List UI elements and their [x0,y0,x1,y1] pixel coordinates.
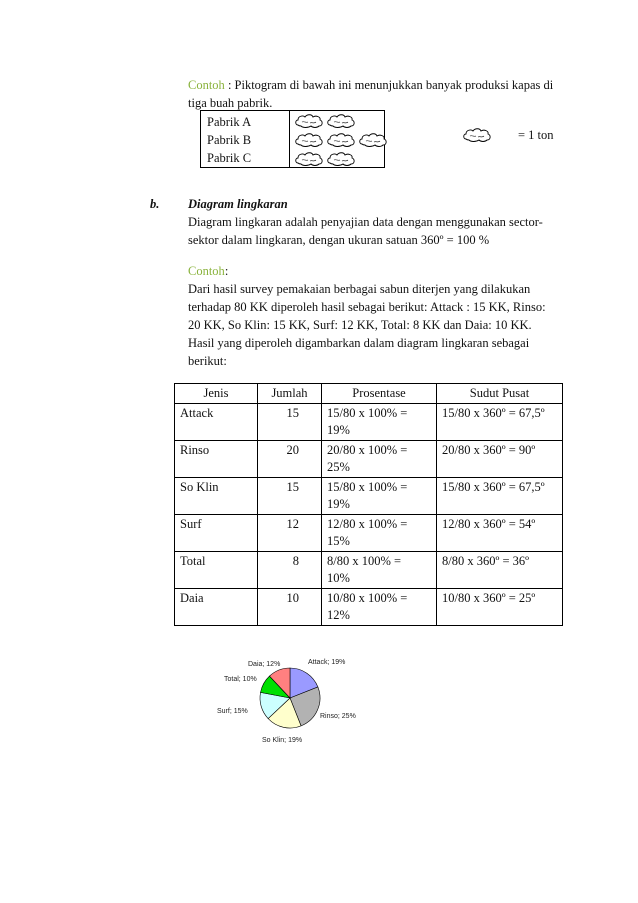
pictogram-table [200,110,385,168]
section-b-title: Diagram lingkaran [188,197,288,211]
pictogram-cloud [294,132,324,152]
prosentase-formula: 12/80 x 100% = [327,517,408,531]
header-prosentase: Prosentase [322,384,437,404]
example2-heading [188,264,228,279]
cell-sudut: 8/80 x 360º = 36º [437,552,563,589]
cotton-cloud-icon [326,113,356,129]
section-b-marker: b. [150,197,160,211]
prosentase-result: 25% [327,460,350,474]
pictogram-labels [201,111,290,168]
cell-jumlah: 15 [258,404,322,441]
pie-label-total: Total; 10% [224,676,257,683]
pie-label-attack: Attack; 19% [308,659,346,666]
cell-jenis: Total [175,552,258,589]
cotton-cloud-icon [294,151,324,167]
example2-line: Dari hasil survey pemakaian berbagai sabun diterjen yang dilakukan [188,282,531,296]
header-sudut-pusat: Sudut Pusat [437,384,563,404]
table-row [175,478,563,515]
cell-prosentase [322,404,437,441]
example2-line: 20 KK, So Klin: 15 KK, Surf: 12 KK, Total: 8 KK dan Daia: 10 KK. [188,318,532,332]
pictogram-cloud [326,113,356,133]
prosentase-formula: 8/80 x 100% = [327,554,402,568]
table-row [175,552,563,589]
cell-sudut: 15/80 x 360º = 67,5º [437,478,563,515]
pictogram-row-label: Pabrik A [207,115,252,129]
cotton-cloud-icon [326,132,356,148]
table-row [175,441,563,478]
cell-sudut: 20/80 x 360º = 90º [437,441,563,478]
cell-prosentase [322,589,437,626]
section-b-line1: Diagram lingkaran adalah penyajian data dengan menggunakan sector- [188,215,543,229]
cotton-cloud-icon [294,132,324,148]
cell-jumlah: 20 [258,441,322,478]
prosentase-result: 15% [327,534,350,548]
pie-label-rinso: Rinso; 25% [320,713,356,720]
pie-chart-svg [200,650,380,750]
pictogram-cloud [294,113,324,133]
example2-label: Contoh [188,264,225,278]
pie-label-so-klin: So Klin; 19% [262,737,303,744]
example2-line: berikut: [188,354,227,368]
pictogram-cloud [326,132,356,152]
header-jumlah: Jumlah [258,384,322,404]
example1-label: Contoh [188,78,225,92]
example2-line: Hasil yang diperoleh digambarkan dalam diagram lingkaran sebagai [188,336,530,350]
prosentase-result: 19% [327,423,350,437]
pictogram-cloud [326,151,356,171]
cell-jumlah: 12 [258,515,322,552]
prosentase-formula: 15/80 x 100% = [327,480,408,494]
example1-line1 [188,78,553,93]
cell-prosentase [322,552,437,589]
cotton-cloud-icon [326,151,356,167]
section-b-line2: sektor dalam lingkaran, dengan ukuran satuan 360º = 100 % [188,233,490,247]
pictogram-row-label: Pabrik C [207,151,252,165]
cell-sudut: 10/80 x 360º = 25º [437,589,563,626]
prosentase-result: 10% [327,571,350,585]
table-row [175,589,563,626]
pie-chart [200,650,380,750]
example2-line: terhadap 80 KK diperoleh hasil sebagai berikut: Attack : 15 KK, Rinso: [188,300,546,314]
cell-prosentase [322,515,437,552]
cell-jenis: So Klin [175,478,258,515]
example1-text-a: : Piktogram di bawah ini menunjukkan banyak produksi kapas di [224,78,554,92]
header-jenis: Jenis [175,384,258,404]
cell-jumlah: 10 [258,589,322,626]
prosentase-formula: 20/80 x 100% = [327,443,408,457]
cotton-cloud-icon [294,113,324,129]
pictogram-icons [290,111,385,168]
cell-jumlah: 15 [258,478,322,515]
pictogram-cloud [358,132,388,152]
cell-jenis: Rinso [175,441,258,478]
table-row [175,404,563,441]
example1-line2: tiga buah pabrik. [188,96,273,110]
pie-label-surf: Surf; 15% [217,708,248,715]
pie-label-daia: Daia; 12% [248,661,281,668]
table-row [175,515,563,552]
cotton-cloud-icon [358,132,388,148]
pictogram-cloud [294,151,324,171]
cell-sudut: 15/80 x 360º = 67,5º [437,404,563,441]
prosentase-formula: 10/80 x 100% = [327,591,408,605]
prosentase-result: 19% [327,497,350,511]
legend-cloud-icon [462,127,492,147]
detergent-table [174,383,563,626]
pictogram-legend-text: = 1 ton [518,128,554,142]
cell-prosentase [322,478,437,515]
cell-sudut: 12/80 x 360º = 54º [437,515,563,552]
table-header-row [175,384,563,404]
cell-prosentase [322,441,437,478]
cell-jumlah: 8 [258,552,322,589]
cotton-cloud-icon [462,127,492,143]
pictogram-row-label: Pabrik B [207,133,252,147]
prosentase-result: 12% [327,608,350,622]
cell-jenis: Attack [175,404,258,441]
example2-colon: : [224,264,229,278]
prosentase-formula: 15/80 x 100% = [327,406,408,420]
cell-jenis: Daia [175,589,258,626]
cell-jenis: Surf [175,515,258,552]
